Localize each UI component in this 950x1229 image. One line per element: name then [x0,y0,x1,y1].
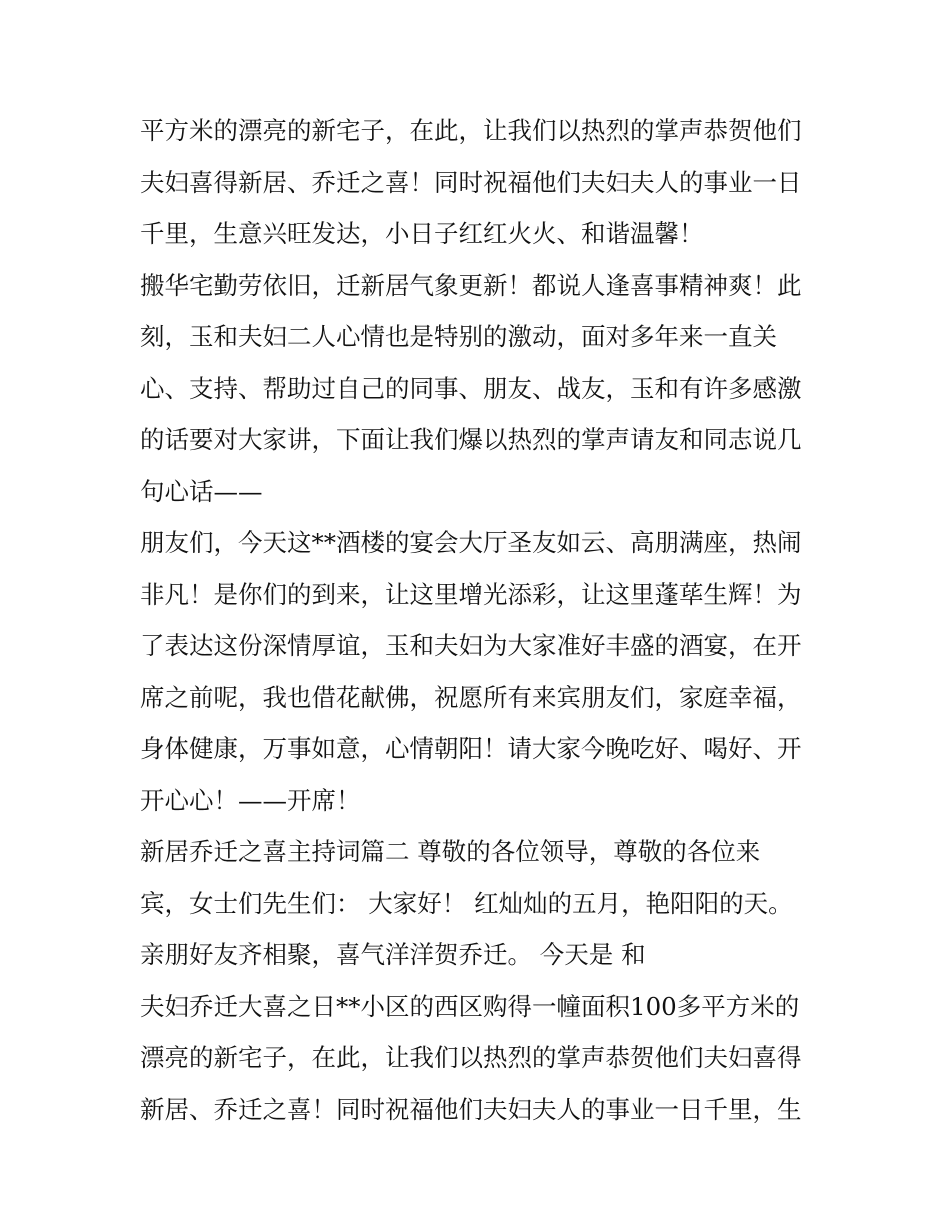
text-line-3: 千里，生意兴旺发达，小日子红红火火、和谐温馨！ [140,219,704,248]
document-body [140,105,820,1135]
text-line-2: 夫妇喜得新居、乔迁之喜！同时祝福他们夫妇夫人的事业一日 [140,167,802,197]
text-line-5: 刻，玉和夫妇二人心情也是特别的激动，面对多年来一直关 [140,322,777,351]
text-line-4: 搬华宅勤劳依旧，迁新居气象更新！都说人逢喜事精神爽！此 [140,270,802,300]
text-line-11: 了表达这份深情厚谊，玉和夫妇为大家准好丰盛的酒宴，在开 [140,631,802,660]
text-line-8: 句心话—— [140,476,263,506]
text-line-6: 心、支持、帮助过自己的同事、朋友、战友，玉和有许多感激 [140,373,802,403]
text-line-16: 宾，女士们先生们： 大家好！ 红灿灿的五月，艳阳阳的天。 [140,888,793,918]
text-line-12: 席之前呢，我也借花献佛，祝愿所有来宾朋友们，家庭幸福， [140,682,802,712]
text-line-20: 新居、乔迁之喜！同时祝福他们夫妇夫人的事业一日千里，生 [140,1094,802,1124]
text-line-13: 身体健康，万事如意，心情朝阳！请大家今晚吃好、喝好、开 [140,734,802,763]
text-line-14: 开心心！——开席！ [140,785,361,815]
text-line-9: 朋友们，今天这**酒楼的宴会大厅圣友如云、高朋满座，热闹 [140,528,802,557]
text-line-7: 的话要对大家讲，下面让我们爆以热烈的掌声请友和同志说几 [140,425,802,454]
text-line-19: 漂亮的新宅子，在此，让我们以热烈的掌声恭贺他们夫妇喜得 [140,1043,802,1072]
text-line-18: 夫妇乔迁大喜之日**小区的西区购得一幢面积100多平方米的 [140,991,800,1021]
text-line-10: 非凡！是你们的到来，让这里增光添彩，让这里蓬荜生辉！为 [140,579,802,609]
text-line-17: 亲朋好友齐相聚，喜气洋洋贺乔迁。 今天是 和 [140,940,646,969]
text-line-15: 新居乔迁之喜主持词篇二 尊敬的各位领导，尊敬的各位来 [140,837,761,866]
text-line-1: 平方米的漂亮的新宅子，在此，让我们以热烈的掌声恭贺他们 [140,116,802,145]
